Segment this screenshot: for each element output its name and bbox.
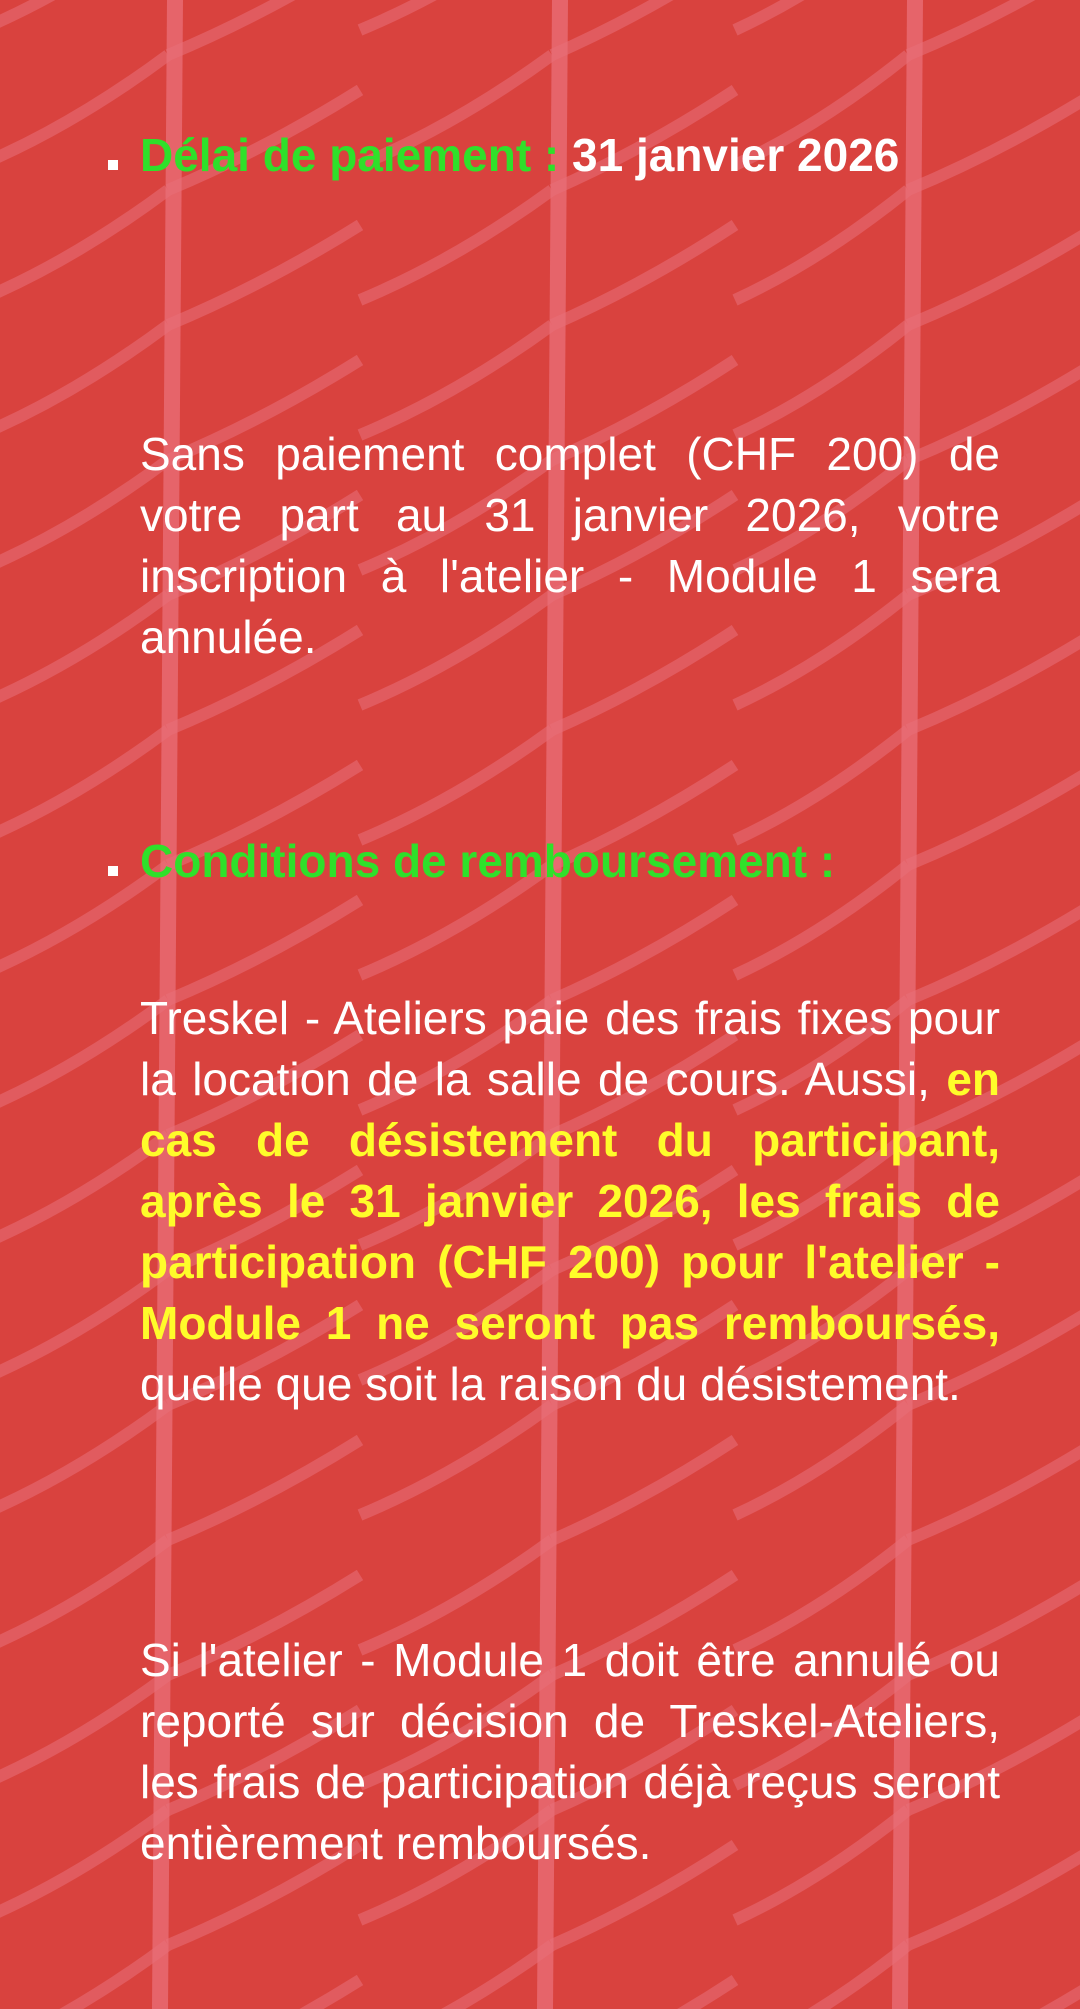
refund-conditions-label: Conditions de remboursement :: [140, 835, 836, 887]
payment-deadline-date: 31 janvier 2026: [572, 129, 900, 181]
refund-para1-start: Treskel - Ateliers paie des frais fixes pour la location de la salle de cours. Aussi,: [140, 992, 1000, 1105]
refund-paragraph-2: Si l'atelier - Module 1 doit être annulé ou reporté sur décision de Treskel-Ateliers, les frais de participation déjà reçus seront entièrement remboursés.: [140, 1634, 1000, 1869]
refund-conditions-item: [140, 830, 1000, 892]
refund-para1-end: quelle que soit la raison du désistement.: [140, 1358, 961, 1410]
bullet-icon: [108, 160, 118, 170]
refund-paragraph-1: [140, 988, 1000, 1415]
refund-para1-highlight: en cas de désistement du participant, après le 31 janvier 2026, les frais de participation (CHF 200) pour l'atelier - Module 1 ne seront pas remboursés,: [140, 1053, 1000, 1349]
payment-deadline-item: [140, 124, 1000, 186]
payment-notice: Sans paiement complet (CHF 200) de votre part au 31 janvier 2026, votre inscription à l'atelier - Module 1 sera annulée.: [140, 428, 1000, 663]
bullet-icon: [108, 866, 118, 876]
payment-deadline-label: Délai de paiement :: [140, 129, 560, 181]
